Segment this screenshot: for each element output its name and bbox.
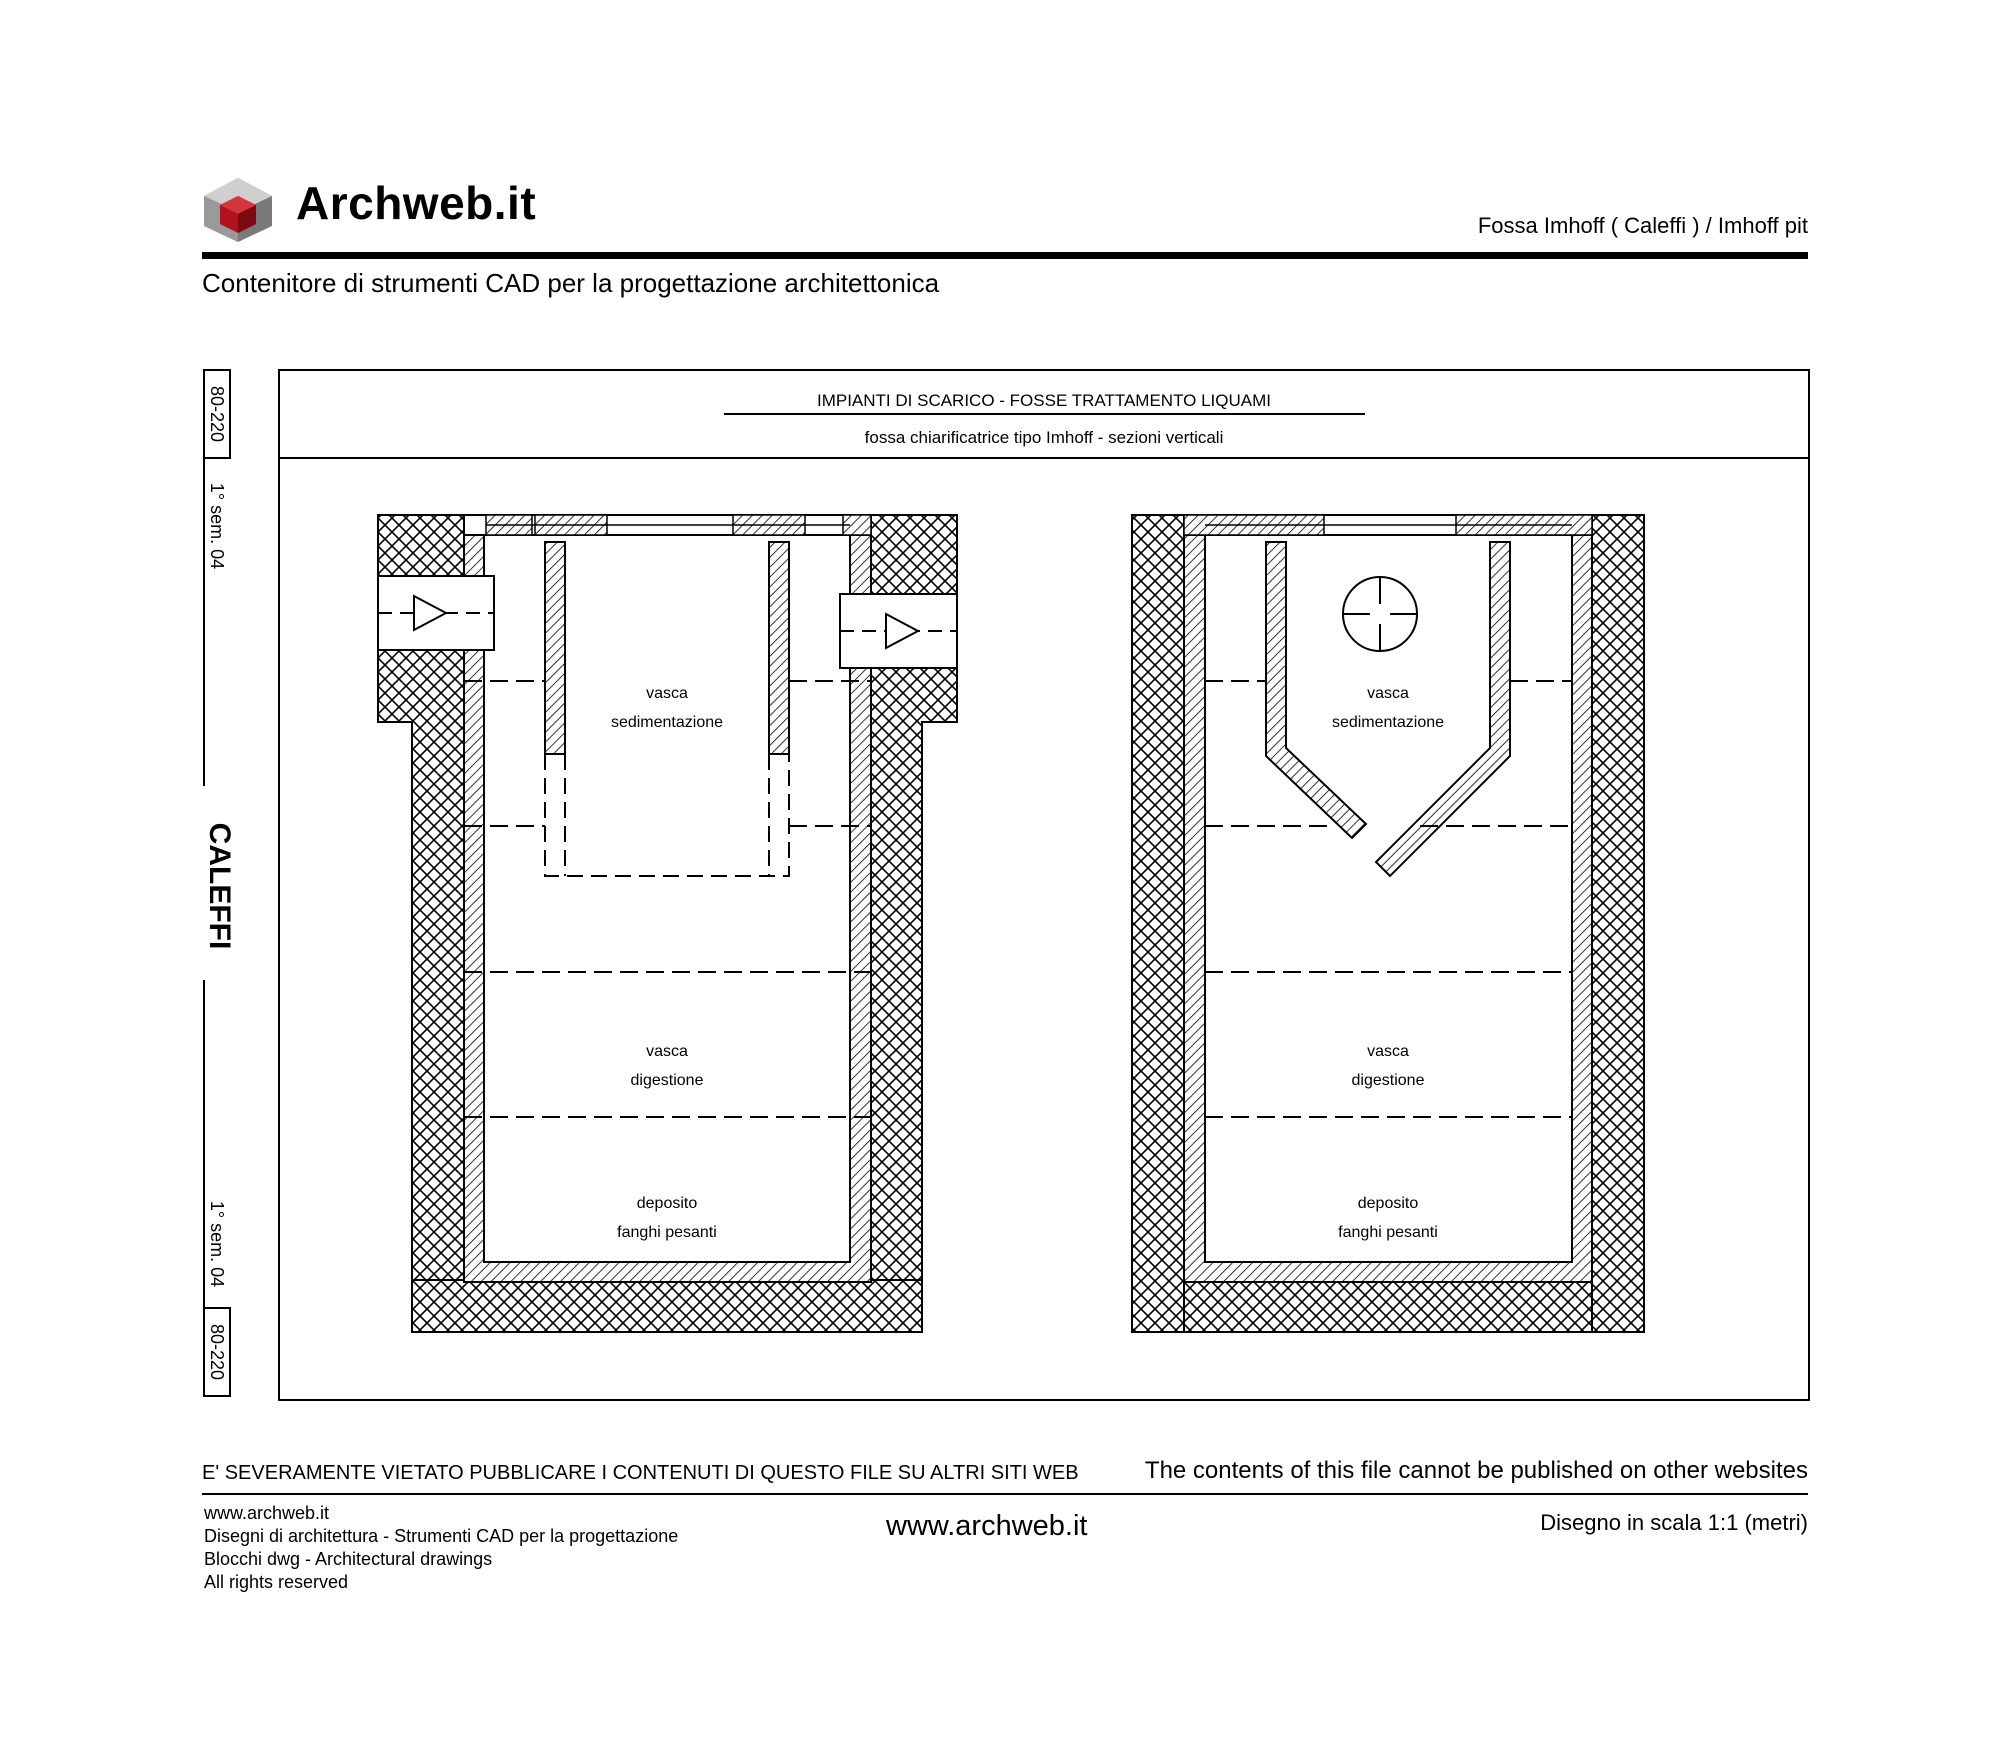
footer-info-line: www.archweb.it (204, 1503, 330, 1523)
label-settling-1: vasca (646, 685, 688, 702)
drawing-title: IMPIANTI DI SCARICO - FOSSE TRATTAMENTO LIQUAMI (816, 391, 1272, 410)
footer-info-line: All rights reserved (204, 1572, 349, 1592)
drawing-name: Fossa Imhoff ( Caleffi ) / Imhoff pit (1477, 213, 1808, 238)
semester-top: 1° sem. 04 (207, 482, 227, 570)
label-sludge-2: fanghi pesanti (1338, 1224, 1438, 1241)
footer-url: www.archweb.it (886, 1510, 1088, 1542)
footer-info-line: Disegni di architettura - Strumenti CAD per la progettazione (204, 1526, 679, 1546)
drawing-subtitle: fossa chiarificatrice tipo Imhoff - sezioni verticali (864, 428, 1224, 447)
label-settling-2: sedimentazione (610, 714, 724, 731)
warning-italian: E' SEVERAMENTE VIETATO PUBBLICARE I CONTENUTI DI QUESTO FILE SU ALTRI SITI WEB (202, 1462, 1079, 1484)
site-subtitle: Contenitore di strumenti CAD per la progettazione architettonica (202, 268, 940, 298)
warning-english: The contents of this file cannot be published on other websites (1144, 1457, 1808, 1484)
footer-info (204, 1502, 678, 1594)
label-settling-2: sedimentazione (1331, 714, 1445, 731)
code-bottom: 80-220 (207, 1323, 227, 1381)
label-sludge-1: deposito (636, 1195, 698, 1212)
label-digestion-1: vasca (1367, 1043, 1409, 1060)
scale-note: Disegno in scala 1:1 (metri) (1540, 1510, 1808, 1535)
label-digestion-2: digestione (1351, 1072, 1425, 1089)
label-settling-1: vasca (1367, 685, 1409, 702)
section-right (1132, 515, 1644, 1332)
footer-info-line: Blocchi dwg - Architectural drawings (204, 1549, 493, 1569)
semester-bottom: 1° sem. 04 (207, 1200, 227, 1288)
section-left (378, 515, 957, 1332)
brand-title: Archweb.it (296, 177, 537, 229)
code-top: 80-220 (207, 385, 227, 443)
caleffi-logo: CALEFFI (203, 822, 236, 950)
label-sludge-1: deposito (1357, 1195, 1419, 1212)
footer-rule (202, 1493, 1808, 1495)
label-digestion-1: vasca (646, 1043, 688, 1060)
label-sludge-2: fanghi pesanti (617, 1224, 717, 1241)
label-digestion-2: digestione (630, 1072, 704, 1089)
